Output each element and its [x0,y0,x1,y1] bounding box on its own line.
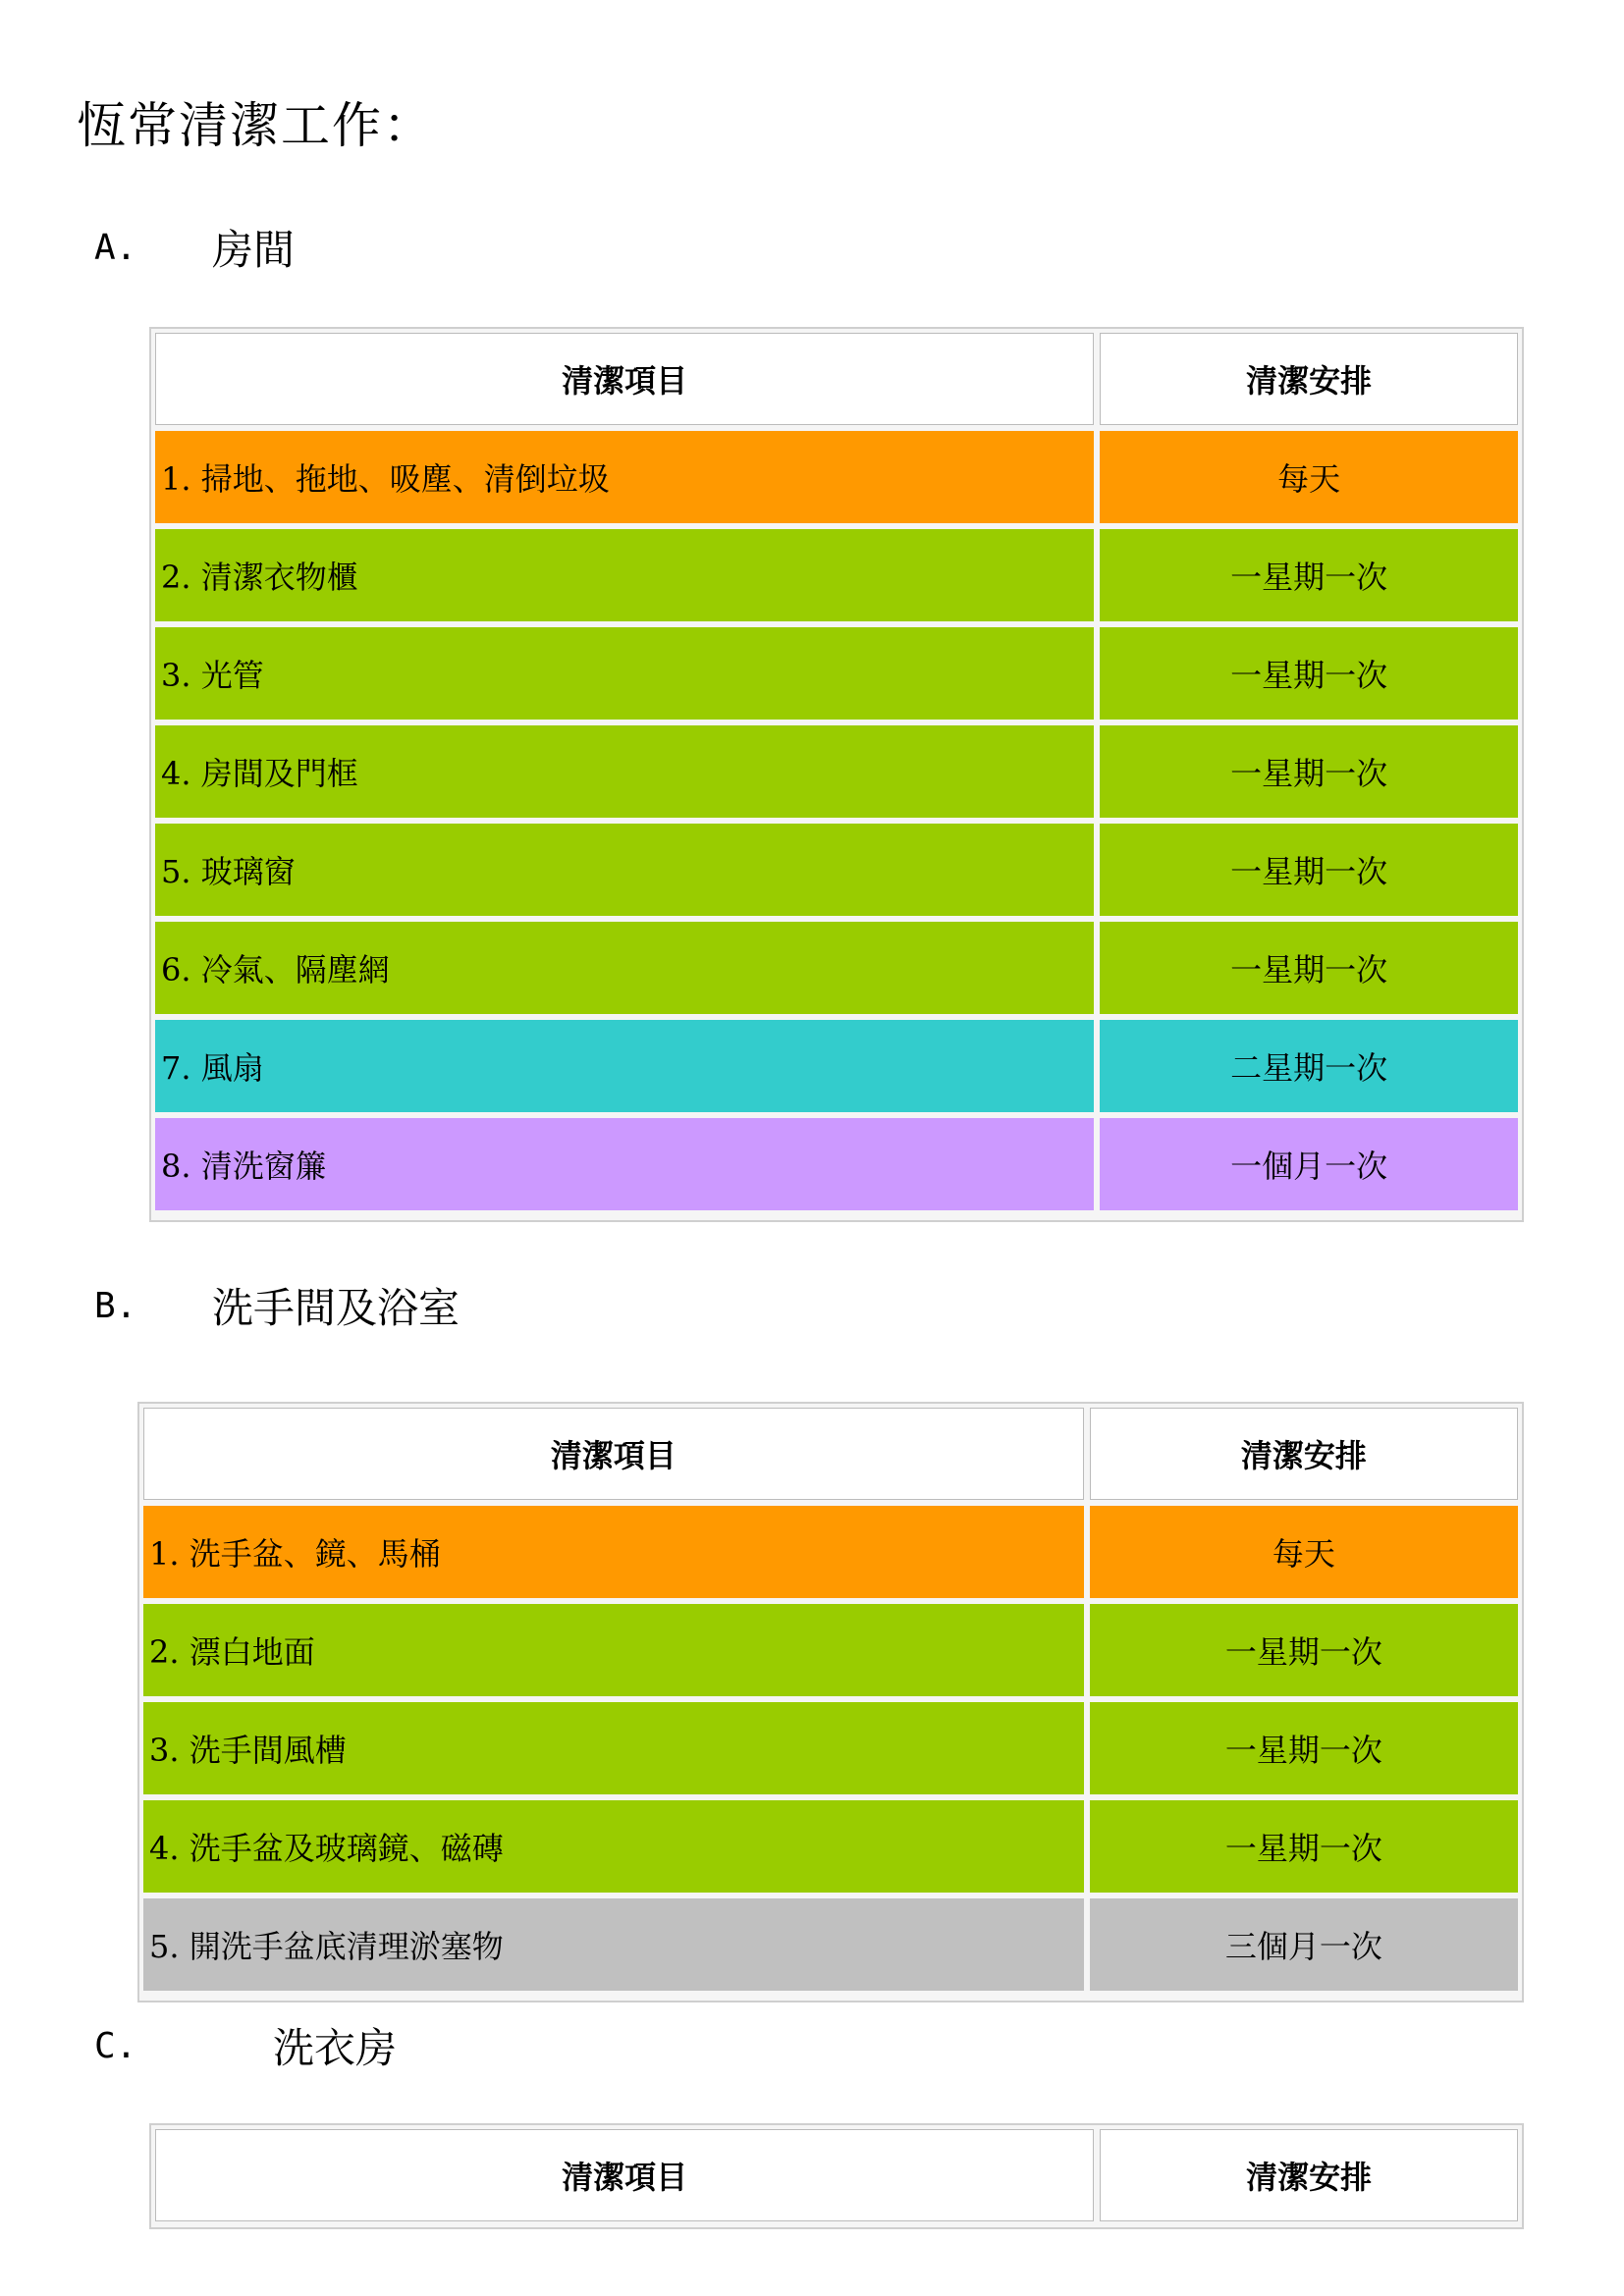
cleaning-item: 1. 掃地、拖地、吸塵、清倒垃圾 [155,431,1094,523]
table-header-row [143,1408,1518,1500]
table-row [143,1800,1518,1893]
cleaning-schedule: 一星期一次 [1100,922,1518,1014]
cleaning-item: 8. 清洗窗簾 [155,1118,1094,1210]
header-schedule: 清潔安排 [1100,2129,1518,2221]
section-c-heading [94,2016,397,2075]
cleaning-item: 3. 洗手間風槽 [143,1702,1084,1794]
cleaning-schedule: 二星期一次 [1100,1020,1518,1112]
table-row [143,1604,1518,1696]
section-a-letter: A. [94,227,137,268]
cleaning-schedule: 一星期一次 [1100,529,1518,621]
section-b-title: 洗手間及浴室 [212,1284,460,1332]
header-schedule: 清潔安排 [1090,1408,1518,1500]
section-c-table [149,2123,1524,2229]
cleaning-item: 2. 漂白地面 [143,1604,1084,1696]
section-b-heading [94,1276,460,1335]
table-row [155,627,1518,720]
table-header-row [155,333,1518,425]
table-row [155,1118,1518,1210]
header-schedule: 清潔安排 [1100,333,1518,425]
table-row [143,1702,1518,1794]
section-b-table [137,1402,1524,2002]
cleaning-item: 1. 洗手盆、鏡、馬桶 [143,1506,1084,1598]
cleaning-schedule: 一星期一次 [1090,1604,1518,1696]
table-row [155,824,1518,916]
table-header-row [155,2129,1518,2221]
cleaning-schedule: 一星期一次 [1100,627,1518,720]
cleaning-schedule: 一星期一次 [1100,824,1518,916]
table-row [155,922,1518,1014]
cleaning-item: 5. 開洗手盆底清理淤塞物 [143,1898,1084,1991]
cleaning-schedule: 一星期一次 [1090,1800,1518,1893]
table-row [143,1506,1518,1598]
header-item: 清潔項目 [143,1408,1084,1500]
cleaning-schedule: 一星期一次 [1100,725,1518,818]
header-item: 清潔項目 [155,2129,1094,2221]
cleaning-schedule: 每天 [1100,431,1518,523]
cleaning-item: 2. 清潔衣物櫃 [155,529,1094,621]
section-a-heading [94,218,295,277]
page-title: 恆常清潔工作： [77,97,434,154]
table-row [155,431,1518,523]
section-a-table [149,327,1524,1222]
cleaning-schedule: 一個月一次 [1100,1118,1518,1210]
table-row [155,1020,1518,1112]
cleaning-item: 5. 玻璃窗 [155,824,1094,916]
cleaning-item: 4. 房間及門框 [155,725,1094,818]
cleaning-item: 3. 光管 [155,627,1094,720]
section-b-letter: B. [94,1285,137,1326]
table-row [155,529,1518,621]
cleaning-item: 7. 風扇 [155,1020,1094,1112]
table-row [143,1898,1518,1991]
section-a-title: 房間 [212,226,296,274]
table-row [155,725,1518,818]
section-c-title: 洗衣房 [273,2024,398,2072]
header-item: 清潔項目 [155,333,1094,425]
cleaning-schedule: 三個月一次 [1090,1898,1518,1991]
cleaning-schedule: 每天 [1090,1506,1518,1598]
cleaning-schedule: 一星期一次 [1090,1702,1518,1794]
cleaning-item: 6. 冷氣、隔塵網 [155,922,1094,1014]
section-c-letter: C. [94,2025,137,2066]
cleaning-item: 4. 洗手盆及玻璃鏡、磁磚 [143,1800,1084,1893]
